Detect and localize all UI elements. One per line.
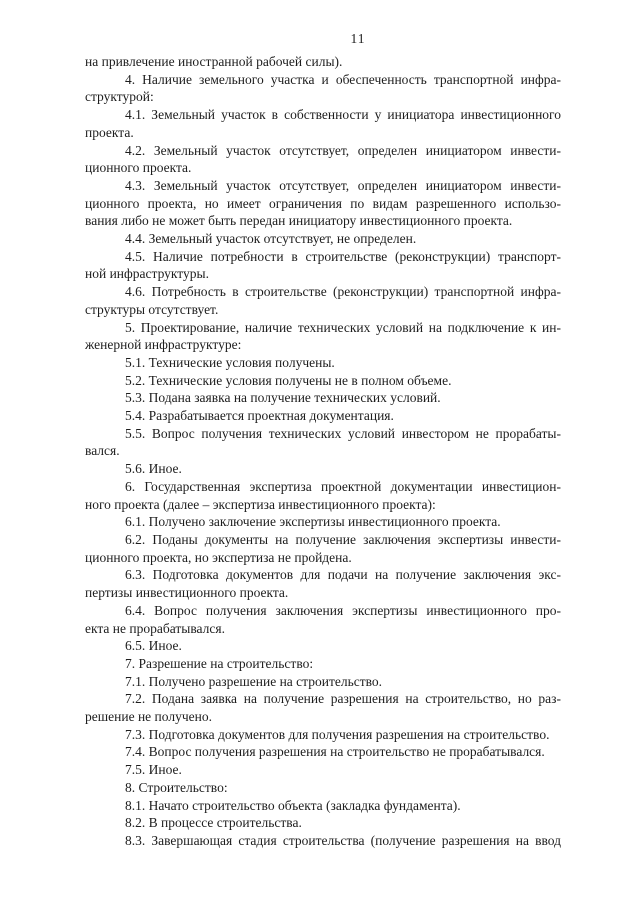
text-line: 4.6. Потребность в строительстве (реконструкции) транспортной инфра- — [125, 284, 561, 300]
text-line: 8. Строительство: — [125, 779, 228, 795]
text-line: 7.4. Вопрос получения разрешения на строительство не прорабатывался. — [125, 744, 545, 760]
text-line: 8.1. Начато строительство объекта (закладка фундамента). — [125, 797, 461, 813]
text-line: 4.3. Земельный участок отсутствует, определен инициатором инвести- — [125, 177, 561, 193]
text-line: 7.1. Получено разрешение на строительство. — [125, 673, 383, 689]
text-line: 7. Разрешение на строительство: — [125, 655, 314, 671]
text-line: 6.5. Иное. — [125, 638, 182, 654]
text-line: 6.3. Подготовка документов для подачи на получение заключения экс- — [125, 567, 561, 583]
text-line: 8.3. Завершающая стадия строительства (получение разрешения на ввод — [125, 832, 561, 848]
text-line: проекта. — [85, 124, 134, 140]
text-line: ного проекта (далее – экспертиза инвестиционного проекта): — [85, 496, 436, 512]
text-line: 5. Проектирование, наличие технических условий на подключение к ин- — [125, 319, 561, 335]
text-line: вался. — [85, 443, 120, 459]
text-line: ционного проекта. — [85, 160, 192, 176]
text-line: вания либо не может быть передан инициатору инвестиционного проекта. — [85, 213, 513, 229]
text-line: структурой: — [85, 89, 154, 105]
text-line: 4.5. Наличие потребности в строительстве (реконструкции) транспорт- — [125, 248, 561, 264]
text-line: на привлечение иностранной рабочей силы). — [85, 54, 343, 69]
text-line: 4. Наличие земельного участка и обеспеченность транспортной инфра- — [125, 71, 561, 87]
text-line: 7.2. Подана заявка на получение разрешения на строительство, но раз- — [125, 691, 561, 707]
text-line: 4.2. Земельный участок отсутствует, определен инициатором инвести- — [125, 142, 561, 158]
text-line: 5.5. Вопрос получения технических условий инвестором не прорабаты- — [125, 425, 561, 441]
text-line: 5.6. Иное. — [125, 461, 182, 477]
text-line: 6.1. Получено заключение экспертизы инвестиционного проекта. — [125, 514, 501, 530]
text-line: 5.2. Технические условия получены не в полном объеме. — [125, 372, 452, 388]
text-line: 4.4. Земельный участок отсутствует, не определен. — [125, 231, 417, 247]
text-line: структуры отсутствует. — [85, 301, 219, 317]
page-body — [85, 53, 561, 850]
text-line: 6.2. Поданы документы на получение заключения экспертизы инвести- — [125, 531, 561, 547]
text-line: екта не прорабатывался. — [85, 620, 225, 636]
text-line: 8.2. В процессе строительства. — [125, 815, 302, 831]
text-line: 6.4. Вопрос получения заключения экспертизы инвестиционного про- — [125, 602, 561, 618]
text-line: ной инфраструктуры. — [85, 266, 209, 282]
text-line: женерной инфраструктуре: — [85, 337, 242, 353]
page-number: 11 — [350, 31, 366, 46]
text-line: 5.1. Технические условия получены. — [125, 354, 335, 370]
text-line: 7.5. Иное. — [125, 762, 182, 778]
text-line: пертизы инвестиционного проекта. — [85, 585, 289, 601]
text-line: 6. Государственная экспертиза проектной документации инвестицион- — [125, 478, 561, 494]
text-line: решение не получено. — [85, 709, 212, 725]
text-line: ционного проекта, но экспертиза не пройдена. — [85, 549, 352, 565]
text-line: ционного проекта, но имеет ограничения по видам разрешенного использо- — [85, 195, 561, 211]
text-line: 5.4. Разрабатывается проектная документация. — [125, 408, 394, 424]
text-line: 5.3. Подана заявка на получение технических условий. — [125, 390, 441, 406]
text-line: 4.1. Земельный участок в собственности у инициатора инвестиционного — [125, 107, 561, 123]
text-line: 7.3. Подготовка документов для получения разрешения на строительство. — [125, 726, 550, 742]
